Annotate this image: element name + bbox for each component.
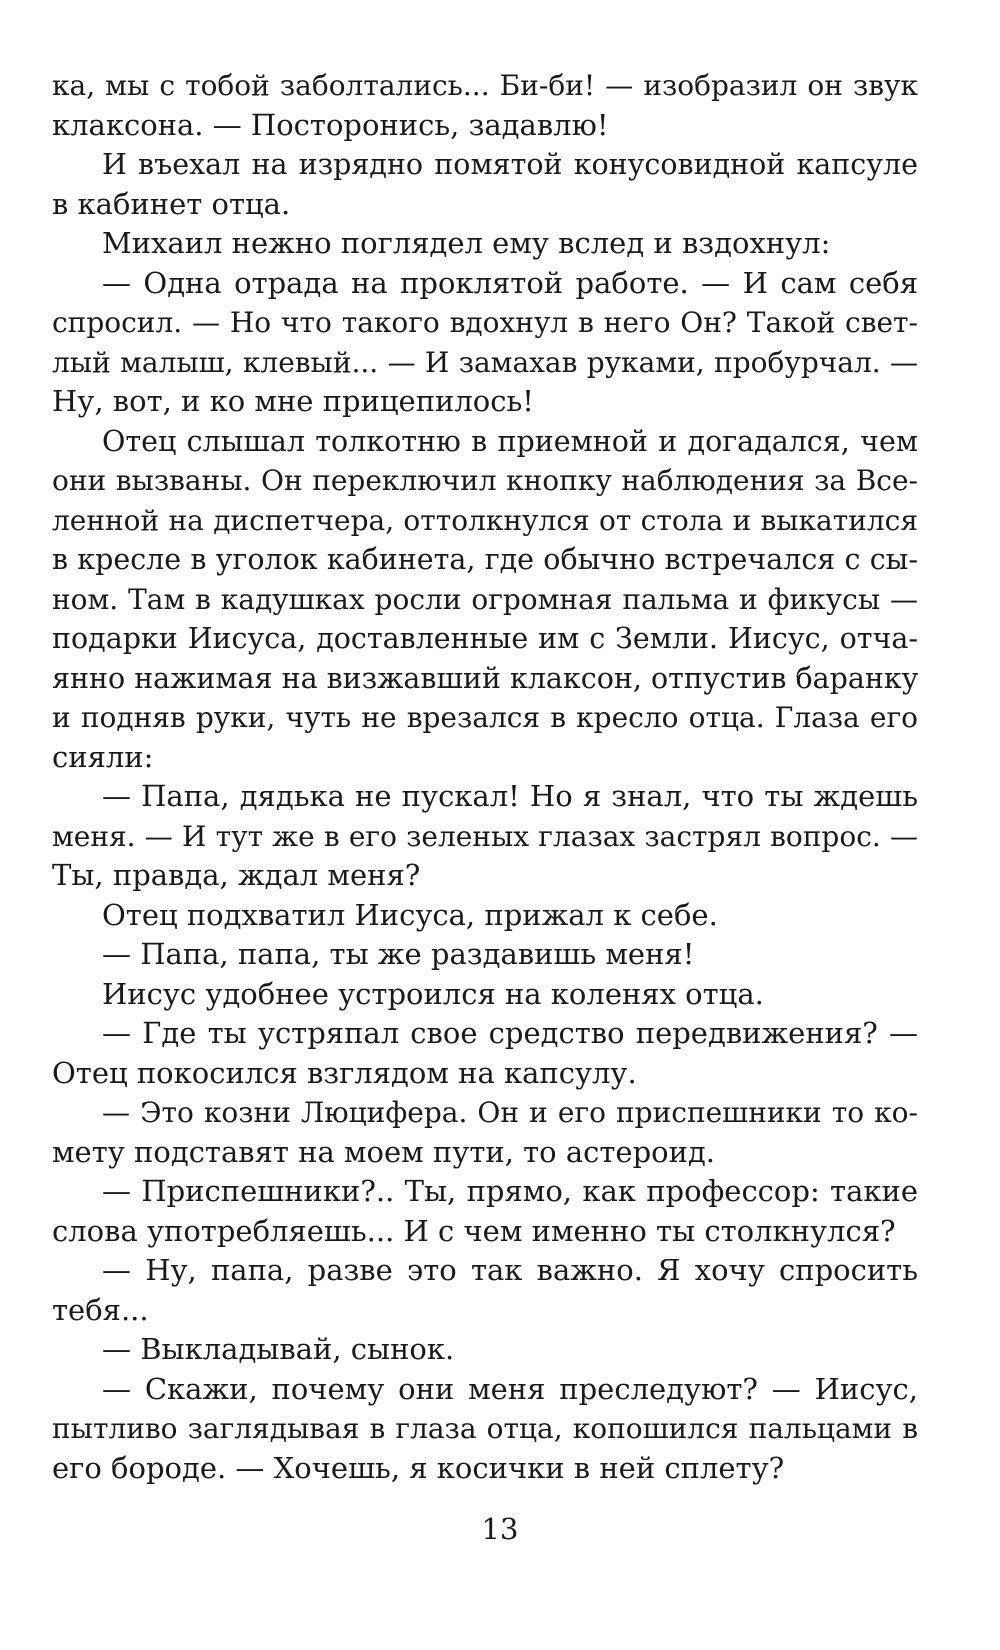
text-line: тебя... [52, 1292, 149, 1327]
text-line: янно нажимая на визжавший клаксон, отпустив баранку [52, 661, 919, 695]
page-number: 13 [481, 1512, 519, 1546]
text-line: сияли: [52, 739, 154, 774]
text-line: Ну, вот, и ко мне прицепилось! [52, 384, 534, 418]
body-text [52, 66, 918, 1488]
text-line: подарки Иисуса, доставленные им с Земли. Иисус, отча- [52, 622, 918, 655]
text-line: в кресле в уголок кабинета, где обычно встречался с сы- [52, 543, 918, 576]
text-line: лый малыш, клевый... — И замахав руками, пробурчал. — [52, 345, 918, 379]
text-line: клаксона. — Посторонись, задавлю! [52, 107, 609, 142]
text-line: Иисус удобнее устроился на коленях отца. [102, 976, 764, 1011]
text-line: — Ну, папа, разве это так важно. Я хочу спросить [102, 1253, 918, 1287]
text-line: мету подставят на моем пути, то астероид. [52, 1134, 716, 1169]
text-line: меня. — И тут же в его зеленых глазах застрял вопрос. — [52, 819, 918, 853]
text-line: в кабинет отца. [52, 186, 291, 221]
text-line: ка, мы с тобой заболтались... Би-би! — изобразил он звук [52, 69, 918, 102]
text-line: И въехал на изрядно помятой конусовидной капсуле [102, 148, 918, 181]
text-line: ленной на диспетчера, оттолкнулся от стола и выкатился [52, 503, 918, 537]
text-line: они вызваны. Он переключил кнопку наблюдения за Все- [52, 464, 918, 497]
text-line: и подняв руки, чуть не врезался в кресло отца. Глаза его [52, 701, 918, 734]
text-line: — Скажи, почему они меня преследуют? — Иисус, [102, 1371, 918, 1406]
text-line: — Это козни Люцифера. Он и его приспешники то ко- [102, 1096, 918, 1129]
text-line: его бороде. — Хочешь, я косички в ней сплету? [52, 1450, 785, 1485]
text-line: — Одна отрада на проклятой работе. — И сам себя [102, 265, 918, 300]
text-line: — Где ты устряпал свое средство передвижения? — [102, 1016, 918, 1050]
text-line: Отец слышал толкотню в приемной и догадался, чем [102, 424, 918, 458]
text-line: — Приспешники?.. Ты, прямо, как профессор: такие [102, 1174, 918, 1208]
text-line: слова употребляешь... И с чем именно ты столкнулся? [52, 1213, 896, 1248]
text-line: спросил. — Но что такого вдохнул в него Он? Такой свет- [52, 306, 918, 339]
text-line: Ты, правда, ждал меня? [52, 858, 421, 892]
text-line: ном. Там в кадушках росли огромная пальма и фикусы — [52, 582, 918, 616]
text-line: Отец подхватил Иисуса, прижал к себе. [102, 897, 718, 932]
text-line: — Папа, дядька не пускал! Но я знал, что ты ждешь [102, 779, 918, 813]
text-line: Отец покосился взглядом на капсулу. [52, 1055, 637, 1090]
text-line: — Папа, папа, ты же раздавишь меня! [102, 937, 695, 971]
text-line: пытливо заглядывая в глаза отца, копошился пальцами в [52, 1412, 918, 1445]
text-line: Михаил нежно поглядел ему вслед и вздохнул: [102, 226, 831, 260]
text-line: — Выкладывай, сынок. [102, 1332, 455, 1366]
